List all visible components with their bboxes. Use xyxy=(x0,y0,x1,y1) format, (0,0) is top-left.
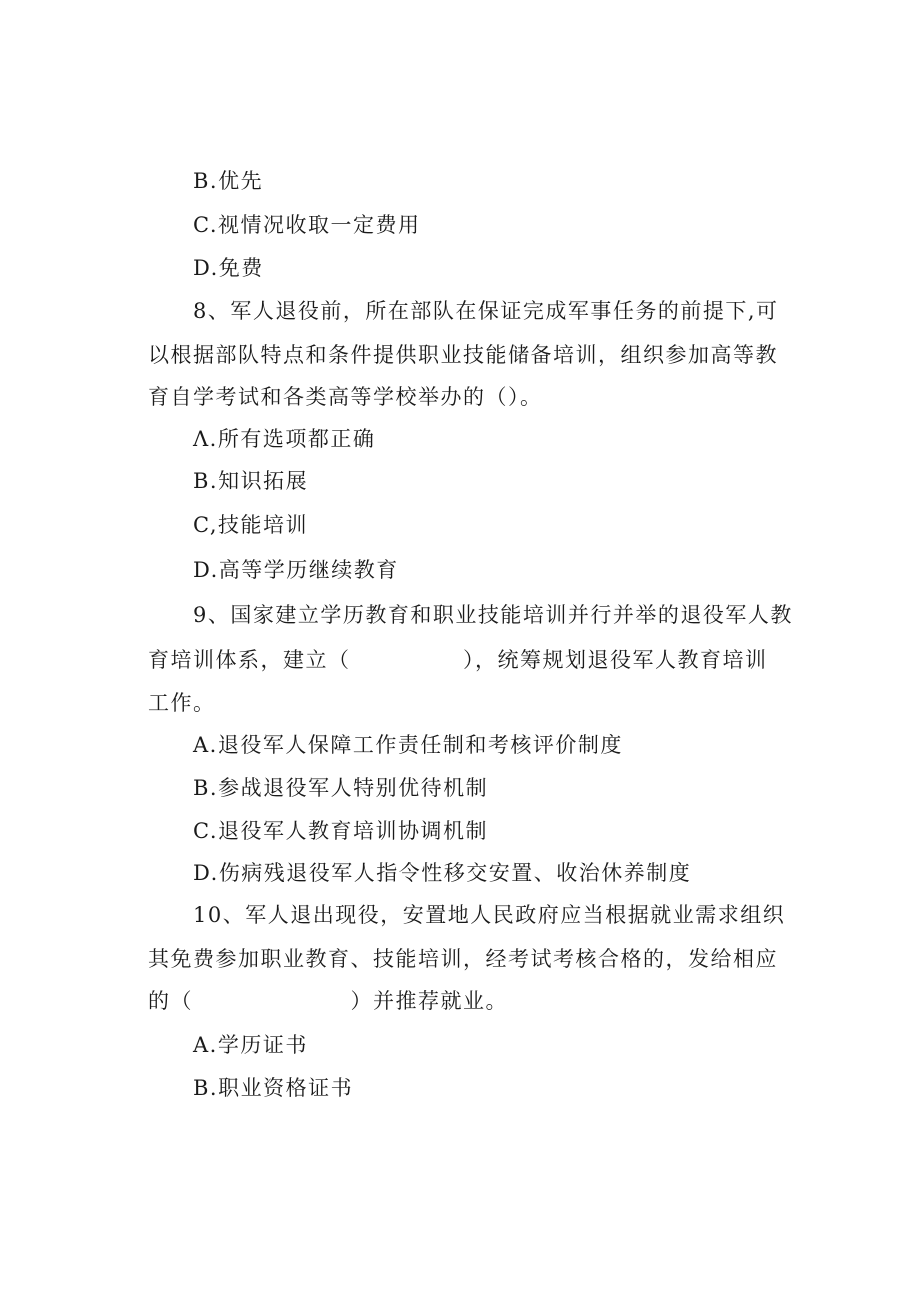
q7-option-b: B.优先 xyxy=(193,169,264,193)
q9-line-2: 育培训体系，建立（ ），统筹规划退役军人教育培训 xyxy=(148,648,768,672)
q9-option-d: D.伤病残退役军人指令性移交安置、收治休养制度 xyxy=(193,861,692,885)
q7-option-c: C.视情况收取一定费用 xyxy=(193,213,421,237)
q9-option-c: C.退役军人教育培训协调机制 xyxy=(193,819,488,843)
q9-option-a: A.退役军人保障工作责任制和考核评价制度 xyxy=(193,733,623,757)
q8-line-1: 8、军人退役前，所在部队在保证完成军事任务的前提下,可 xyxy=(193,299,779,323)
q8-line-2: 以根据部队特点和条件提供职业技能储备培训，组织参加高等教 xyxy=(148,343,778,367)
q8-line-3: 育自学考试和各类高等学校举办的（）。 xyxy=(148,385,543,409)
q8-option-b: B.知识拓展 xyxy=(193,469,309,493)
q9-option-b: B.参战退役军人特别优待机制 xyxy=(193,776,489,800)
q9-line-3: 工作。 xyxy=(148,691,216,715)
q8-option-d: D.高等学历继续教育 xyxy=(193,558,399,582)
q7-option-d: D.免费 xyxy=(193,256,264,280)
q8-option-a: Λ.所有选项都正确 xyxy=(193,427,376,451)
q10-line-3: 的（ ）并推荐就业。 xyxy=(148,989,508,1013)
q8-option-c: C,技能培训 xyxy=(193,513,308,537)
q9-line-1: 9、国家建立学历教育和职业技能培训并行并举的退役军人教 xyxy=(193,603,793,627)
q10-line-2: 其免费参加职业教育、技能培训，经考试考核合格的，发给相应 xyxy=(148,947,778,971)
q10-option-a: A.学历证书 xyxy=(193,1033,308,1057)
q10-line-1: 10、军人退出现役，安置地人民政府应当根据就业需求组织 xyxy=(193,903,786,927)
q10-option-b: B.职业资格证书 xyxy=(193,1076,354,1100)
